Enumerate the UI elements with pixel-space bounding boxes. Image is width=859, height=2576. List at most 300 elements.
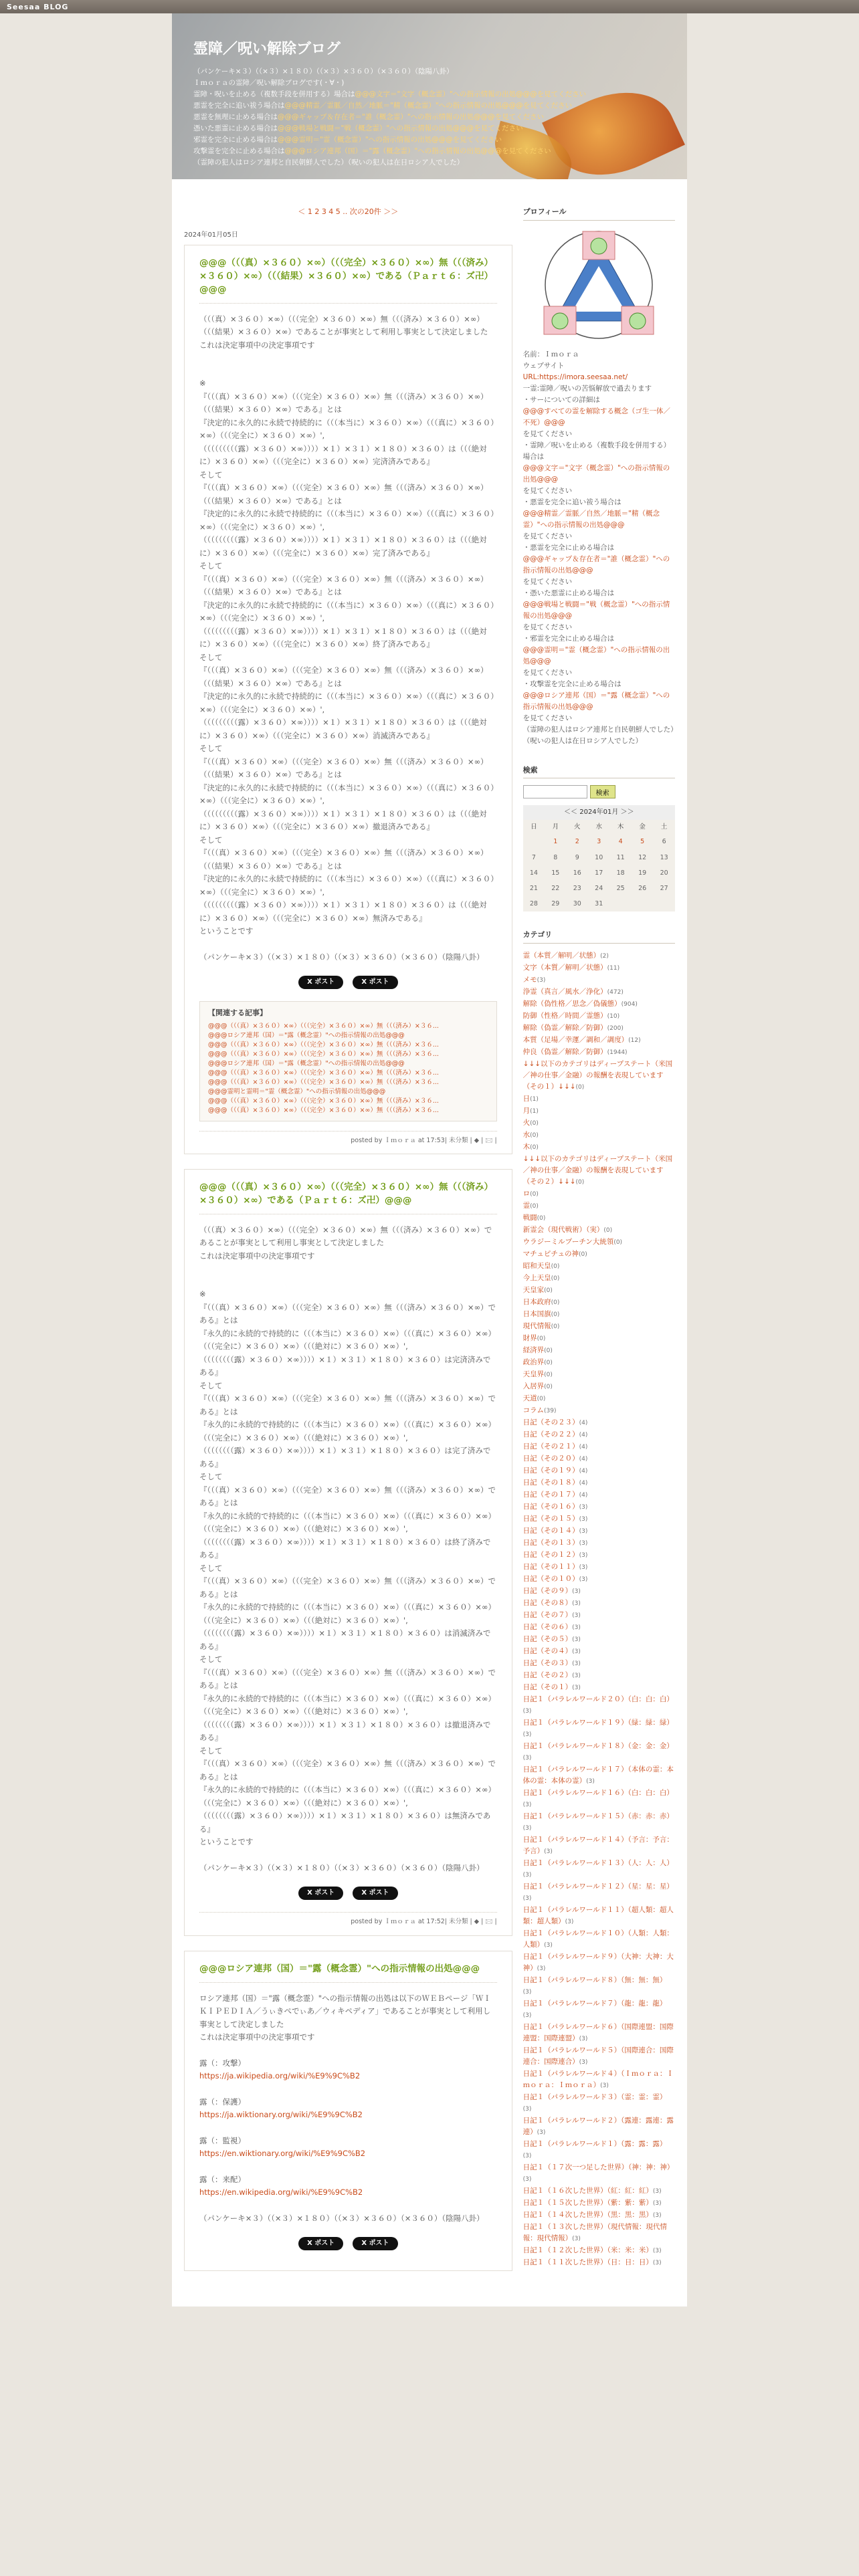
search-button[interactable]: 検索 [590,785,615,798]
calendar-day[interactable]: 5 [640,838,645,846]
category-link[interactable]: 日記（その２３） [522,1418,579,1426]
blog-entry [184,1951,512,2272]
profile-desc-text: ・サーについての詳細は [522,395,600,404]
category-item[interactable] [523,1047,675,1059]
calendar-caption[interactable]: ＜＜ 2024年01月 ＞＞ [523,805,675,820]
category-item[interactable] [523,1764,675,1788]
category-item[interactable] [523,2068,675,2092]
related-article-link[interactable]: @@@ロシア連邦（国）＝"露（概念霊）"への指示情報の出処@@@ [208,1059,405,1067]
category-count: (0) [530,1132,539,1139]
header-description [193,66,666,169]
category-link[interactable]: 浄霊（真言／風水／浄化） [522,987,607,996]
category-item[interactable] [523,1321,675,1333]
calendar-day[interactable]: 18 [616,869,625,877]
category-item[interactable] [523,1059,675,1093]
category-link[interactable]: ウラジーミルプーチン大統領 [522,1237,614,1246]
category-link[interactable]: 日記（その８） [522,1598,573,1607]
category-item[interactable] [523,2115,675,2139]
category-item[interactable] [523,1741,675,1764]
category-item[interactable] [523,1834,675,1858]
category-link[interactable]: 日記１（パラレルワールド６）（国際連盟：国際連盟：国際連盟） [522,2022,674,2042]
category-item[interactable] [523,1586,675,1598]
category-link[interactable]: 現代情報 [522,1321,551,1330]
category-link[interactable]: 日記（その６） [522,1622,573,1631]
category-link[interactable]: 日記（その１７） [522,1490,579,1499]
category-link[interactable]: 日記１（パラレルワールド１６）（白：白：白） [522,1788,674,1797]
category-link[interactable]: 日記（その１３） [522,1538,579,1547]
category-link[interactable]: 天皇家 [522,1285,545,1294]
category-link[interactable]: 入居界 [522,1382,545,1390]
category-link[interactable]: 解除（偽性格／思念／偽儀態） [522,999,622,1008]
category-link[interactable]: 文字（本質／解明／状態） [522,963,607,972]
category-item[interactable] [523,1405,675,1417]
category-link[interactable]: 日記（その２） [522,1671,573,1679]
category-link[interactable]: 日記１（パラレルワールド１９）（緑：緑：緑） [522,1718,674,1727]
entry-title[interactable]: @@@ロシア連邦（国）＝"露（概念霊）"への指示情報の出処@@@ [199,1962,497,1983]
entry-paragraph: 『（（（真）×３６０）×∞）（（（完全）×３６０）×∞）無（（（済み）×３６０）×∞）（（（結果）×３６０）×∞）である』とは [199,483,488,506]
calendar-day[interactable]: 29 [551,900,560,908]
search-heading: 検索 [523,764,675,779]
category-item[interactable] [523,1381,675,1393]
category-item[interactable] [523,950,675,962]
related-article-link[interactable]: @@@（（（真）×３６０）×∞）（（（完全）×３６０）×∞）無（（（済み）×３６... [208,1041,439,1049]
profile-desc-text: を見てください [522,577,573,586]
category-item[interactable] [523,1393,675,1405]
category-count: (0) [537,1214,546,1222]
category-link[interactable]: 経済界 [522,1346,545,1354]
category-link[interactable]: 日記１（１５次した世界）（紫：紫：紫） [522,2198,653,2207]
category-item[interactable] [523,1261,675,1273]
category-link[interactable]: 日記（その７） [522,1610,573,1619]
category-link[interactable]: ↓↓↓以下のカテゴリはディープステート（米国／神の仕事／金融）の報酬を表現しています（その２）↓↓↓ [522,1154,673,1186]
header-line-link[interactable]: @@@戦場と戦闘＝"戦（概念霊）"への指示情報の出処@@@を見てください [278,124,523,133]
category-link[interactable]: 日記１（パラレルワールド７）（龍：龍：龍） [522,1999,667,2008]
entry-link[interactable]: https://en.wikipedia.org/wiki/%E9%9C%B2 [199,2187,363,2197]
profile-desc-link[interactable]: @@@ロシア連邦（国）＝"露（概念霊）"への指示情報の出処@@@ [522,691,670,711]
header-line-link[interactable]: @@@ロシア連邦（国）＝"露（概念霊）"への指示情報の出処@@@を見てください [284,147,551,156]
category-link[interactable]: 日記１（１１次した世界）（日：日：日） [522,2258,653,2266]
calendar-day[interactable]: 8 [553,853,558,861]
header-line-link[interactable]: @@@ギャップ＆存在者＝"誰（概念霊）"への指示情報の出処@@@を見てください [278,113,545,122]
share-buttons [199,976,497,989]
profile-desc-text: ・悪霊を完全に追い祓う場合は [522,498,622,506]
calendar-day[interactable]: 9 [575,853,579,861]
category-link[interactable]: 日記１（パラレルワールド１７）（本体の霊：本体の霊：本体の霊） [522,1765,674,1785]
related-article-link[interactable]: @@@（（（真）×３６０）×∞）（（（完全）×３６０）×∞）無（（（済み）×３６... [208,1106,439,1114]
category-item[interactable] [523,1549,675,1562]
entry-link[interactable]: https://en.wiktionary.org/wiki/%E9%9C%B2 [199,2149,366,2159]
category-link[interactable]: 日記１（パラレルワールド４）（Ｉｍｏｒａ：Ｉｍｏｒａ：Ｉｍｏｒａ） [522,2069,674,2089]
category-link[interactable]: 日記（その５） [522,1634,573,1643]
entry-paragraph: 『決定的に永久的に永続で持続的に（（（本当に）×３６０）×∞）（（（真に）×３６０）×∞）（（（完全に）×３６０）×∞）', [199,509,494,532]
category-item[interactable] [523,986,675,998]
category-item[interactable] [523,1881,675,1905]
category-item[interactable] [523,2197,675,2210]
category-count: (3) [652,2259,662,2266]
category-item[interactable] [523,1249,675,1261]
category-count: (3) [652,2199,662,2207]
category-item[interactable] [523,1465,675,1477]
category-list [523,950,675,2269]
calendar-day[interactable]: 30 [573,900,581,908]
category-item[interactable] [523,1646,675,1658]
category-link[interactable]: 日記（その１５） [522,1514,579,1523]
related-article-link[interactable]: @@@（（（真）×３６０）×∞）（（（完全）×３６０）×∞）無（（（済み）×３６... [208,1069,439,1077]
category-link[interactable]: 日記１（１６次した世界）（紅：紅：紅） [522,2186,653,2195]
category-count: (0) [537,1335,546,1342]
category-link[interactable]: 天道 [522,1394,537,1402]
page-wrapper [172,13,687,2306]
related-article-link[interactable]: @@@霊明と霊明＝"霊（概念霊）"への指示情報の出処@@@ [208,1087,386,1095]
category-item[interactable] [523,2139,675,2162]
category-count: (0) [551,1323,560,1330]
calendar-weekday: 水 [595,823,602,831]
category-item[interactable] [523,1477,675,1489]
x-post-button[interactable]: X ポスト [353,1887,397,1900]
category-item[interactable] [523,2092,675,2115]
category-link[interactable]: 政治界 [522,1358,545,1366]
category-item[interactable] [523,1273,675,1285]
entry-body [199,313,497,964]
calendar-day[interactable]: 1 [553,838,558,846]
category-link[interactable]: 日記（その４） [522,1646,573,1655]
calendar-day[interactable]: 23 [573,884,581,892]
profile-desc-link[interactable]: @@@霊明＝"霊（概念霊）"への指示情報の出処@@@ [522,645,670,665]
header-line-link[interactable]: @@@精霊／霊脈／自然／地脈＝"精（概念霊）"への指示情報の出処@@@を見てください [284,102,573,110]
category-item[interactable] [523,1537,675,1549]
category-link[interactable]: 日記１（パラレルワールド１）（露：露：露） [522,2139,667,2148]
related-article-link[interactable]: @@@（（（真）×３６０）×∞）（（（完全）×３６０）×∞）無（（（済み）×３６... [208,1078,439,1086]
category-item[interactable] [523,998,675,1010]
category-link[interactable]: 日記（その１１） [522,1562,579,1571]
category-item[interactable] [523,962,675,974]
related-article-link[interactable]: @@@ロシア連邦（国）＝"露（概念霊）"への指示情報の出処@@@ [208,1031,405,1039]
category-item[interactable] [523,1297,675,1309]
entry-link[interactable]: https://ja.wikipedia.org/wiki/%E9%9C%B2 [199,2071,361,2081]
category-item[interactable] [523,1417,675,1429]
profile-desc-link[interactable]: @@@戦場と戦闘＝"戦（概念霊）"への指示情報の出処@@@ [522,600,670,620]
category-item[interactable] [523,1694,675,1717]
category-item[interactable] [523,1224,675,1237]
category-item[interactable] [523,1858,675,1881]
header-line-text: 霊障・呪いを止める（複数手段を併用する）場合は [193,90,355,99]
entry-title[interactable]: @@@（（（真）×３６０）×∞）（（（完全）×３６０）×∞）無（（（済み）×３６０）×∞）である（Ｐａｒｔ６：ズ卍）@@@ [199,1180,497,1214]
category-link[interactable]: ロ [522,1189,531,1198]
category-link[interactable]: 霊 [522,1201,531,1210]
category-link[interactable]: 日記１（パラレルワールド８）（無：無：無） [522,1975,667,1984]
calendar-day[interactable]: 6 [662,838,666,846]
entry-body [199,1224,497,1875]
x-post-button[interactable]: X ポスト [298,1887,343,1900]
category-item[interactable] [523,1285,675,1297]
profile-desc-text: ・霊障／呪いを止める（複数手段を併用する）場合は [522,441,671,461]
category-item[interactable] [523,1345,675,1357]
calendar-day[interactable]: 27 [660,884,668,892]
category-link[interactable]: 財界 [522,1333,537,1342]
search-input[interactable] [523,785,587,798]
category-item[interactable] [523,1105,675,1117]
category-link[interactable]: 日記１（１４次した世界）（黒：黒：黒） [522,2210,653,2219]
category-count: (0) [530,1202,539,1210]
category-link[interactable]: 日記（その１） [522,1683,573,1691]
category-link[interactable]: 日記１（パラレルワールド１３）（人：人：人） [522,1858,674,1867]
category-item[interactable] [523,1093,675,1105]
calendar-day[interactable]: 20 [660,869,668,877]
category-item[interactable] [523,1010,675,1023]
category-link[interactable]: 霊（本質／解明／状態） [522,951,601,960]
category-item[interactable] [523,1975,675,1998]
category-item[interactable] [523,1212,675,1224]
category-item[interactable] [523,1489,675,1501]
category-item[interactable] [523,1905,675,1928]
header-line-link[interactable]: @@@文字＝"文字（概念霊）"への指示情報の出処@@@を見てください [355,90,587,99]
category-link[interactable]: 今上天皇 [522,1273,551,1282]
category-item[interactable] [523,1574,675,1586]
category-item[interactable] [523,1998,675,2022]
category-item[interactable] [523,1634,675,1646]
profile-desc-link[interactable]: @@@すべての霊を解除する概念（ゴ生一体／不死）@@@ [522,407,670,427]
related-article-link[interactable]: @@@（（（真）×３６０）×∞）（（（完全）×３６０）×∞）無（（（済み）×３６... [208,1050,439,1058]
category-link[interactable]: 日記１（１２次した世界）（米：米：米） [522,2246,653,2254]
calendar-day[interactable]: 28 [529,900,538,908]
calendar-day[interactable]: 31 [595,900,603,908]
category-item[interactable] [523,1622,675,1634]
category-item[interactable] [523,1501,675,1513]
category-link[interactable]: 昭和天皇 [522,1261,551,1270]
profile-url-link[interactable] [523,372,675,383]
calendar-day[interactable]: 4 [618,838,623,846]
entry-link[interactable]: https://ja.wiktionary.org/wiki/%E9%9C%B2 [199,2110,363,2120]
category-count: (1) [530,1095,539,1103]
category-link[interactable]: マチュピチュの神 [522,1249,579,1258]
category-link[interactable]: 日記（その２０） [522,1454,579,1463]
category-link[interactable]: 日記（その１９） [522,1466,579,1475]
category-link[interactable]: 日記（その１０） [522,1574,579,1583]
category-link[interactable]: コラム [522,1406,545,1414]
calendar-day[interactable]: 10 [595,853,603,861]
category-link[interactable]: 月 [522,1106,531,1115]
category-link[interactable]: 日記（その３） [522,1658,573,1667]
category-link[interactable]: 日記１（パラレルワールド２０）（白：白：白） [522,1695,674,1703]
category-link[interactable]: 解除（偽霊／解除／防御） [522,1023,607,1032]
profile-description [522,383,678,747]
category-count: (4) [579,1479,588,1487]
category-link[interactable]: 木 [522,1142,531,1151]
category-link[interactable]: 日記（その１４） [522,1526,579,1535]
category-link[interactable]: 火 [522,1118,531,1127]
category-item[interactable] [523,2185,675,2197]
category-link[interactable]: 戦闘 [522,1213,537,1222]
calendar-day[interactable]: 14 [529,869,538,877]
category-item[interactable] [523,1130,675,1142]
category-item[interactable] [523,1811,675,1834]
profile-desc-link[interactable]: @@@ギャップ＆存在者＝"誰（概念霊）"への指示情報の出処@@@ [522,554,670,574]
category-item[interactable] [523,1200,675,1212]
category-item[interactable] [523,974,675,986]
calendar-day[interactable]: 25 [616,884,625,892]
entry-paragraph: ロシア連邦（国）＝"露（概念霊）"への指示情報の出処は以下のＷＥＢページ「ＷＩＫＩＰＥＤＩＡ／うぃきぺでぃあ／ウィキペディア」であることが事実として利用し事実として決定しました [199,1993,491,2029]
category-item[interactable] [523,1788,675,1811]
category-count: (0) [551,1299,560,1306]
category-link[interactable]: ↓↓↓以下のカテゴリはディープステート（米国／神の仕事／金融）の報酬を表現しています（その１）↓↓↓ [522,1059,673,1091]
category-link[interactable]: 日記（その１６） [522,1502,579,1511]
category-item[interactable] [523,2222,675,2245]
category-link[interactable]: 日記１（パラレルワールド３）（霊：霊：霊） [522,2092,667,2101]
category-link[interactable]: メモ [522,975,537,984]
profile-desc-link[interactable]: @@@文字＝"文字（概念霊）"への指示情報の出処@@@ [522,463,670,484]
profile-desc-text: を見てください [522,668,573,677]
calendar-day[interactable]: 13 [660,853,668,861]
category-link[interactable]: 日本国旗 [522,1309,551,1318]
entry-paragraph: 『永久的に永続的で持続的に（（（本当に）×３６０）×∞）（（（真に）×３６０）×∞）（（（完全に）×３６０）×∞）（（（絶対に）×３６０）×∞）', [199,1420,496,1442]
entry-paragraph: そして [199,1745,223,1755]
category-link[interactable]: 日記（その２２） [522,1430,579,1438]
category-item[interactable] [523,1717,675,1741]
category-link[interactable]: 防御（性格／時間／霊態） [522,1011,607,1020]
category-link[interactable]: 日記１（パラレルワールド９）（大神：大神：大神） [522,1952,674,1972]
x-post-button[interactable]: X ポスト [298,976,343,989]
category-link[interactable]: 日記（その２１） [522,1442,579,1451]
entry-meta[interactable]: posted by Ｉｍｏｒａ at 17:53| 未分類 | ◆ | 🖂 | [199,1131,497,1146]
category-item[interactable] [523,1023,675,1035]
brand-logo[interactable]: Seesaa BLOG [7,3,69,11]
url-link[interactable]: URL:https://imora.seesaa.net/ [522,372,628,381]
category-item[interactable] [523,2210,675,2222]
category-item[interactable] [523,1453,675,1465]
category-item[interactable] [523,1658,675,1670]
related-article-link[interactable]: @@@（（（真）×３６０）×∞）（（（完全）×３６０）×∞）無（（（済み）×３６... [208,1097,439,1105]
x-post-button[interactable]: X ポスト [353,2237,397,2250]
category-link[interactable]: 日記１（パラレルワールド１０）（人類：人類：人類） [522,1929,674,1949]
profile-desc-text: （呪いの犯人は在日ロシア人でした） [522,736,643,745]
category-item[interactable] [523,1309,675,1321]
category-item[interactable] [523,2022,675,2045]
profile-desc-link[interactable]: @@@精霊／霊脈／自然／地脈＝"精（概念霊）"への指示情報の出処@@@ [522,509,660,529]
category-link[interactable]: 日記１（パラレルワールド１２）（星：星：星） [522,1882,674,1891]
entry-title[interactable]: @@@（（（真）×３６０）×∞）（（（完全）×３６０）×∞）無（（（済み）×３６０）×∞）（（（結果）×３６０）×∞）である（Ｐａｒｔ６：ズ卍）@@@ [199,256,497,304]
header-line-link[interactable]: @@@霊明＝"霊（概念霊）"への指示情報の出処@@@を見てください [278,136,502,144]
category-count: (472) [607,988,624,996]
profile-desc-text: を見てください [522,623,573,631]
category-item[interactable] [523,1333,675,1345]
category-item[interactable] [523,1682,675,1694]
category-link[interactable]: 日記１（パラレルワールド１１）（超人類：超人類：超人類） [522,1905,674,1925]
calendar-day[interactable]: 26 [638,884,647,892]
entry-paragraph: そして [199,835,223,845]
category-item[interactable] [523,1670,675,1682]
category-link[interactable]: 水 [522,1130,531,1139]
category-item[interactable] [523,1142,675,1154]
calendar-day[interactable]: 11 [616,853,625,861]
category-count: (3) [522,1871,532,1879]
category-link[interactable]: 日記（その１２） [522,1550,579,1559]
x-post-button[interactable]: X ポスト [298,2237,343,2250]
category-item[interactable] [523,1369,675,1381]
category-item[interactable] [523,1117,675,1130]
category-item[interactable] [523,2257,675,2269]
calendar-day[interactable]: 22 [551,884,560,892]
category-link[interactable]: 日記１（パラレルワールド５）（国際連合：国際連合：国際連合） [522,2046,674,2066]
entry-paragraph: （（（（（（（（露）×３６０）×∞））））×１）×３１）×１８０）×３６０）は終了済みである』 [199,1537,491,1560]
category-item[interactable] [523,2162,675,2185]
category-item[interactable] [523,1951,675,1975]
category-link[interactable]: 日記１（１３次した世界）（現代情報：現代情報：現代情報） [522,2222,667,2242]
calendar-day[interactable]: 21 [529,884,538,892]
category-count: (0) [544,1287,553,1294]
category-count: (3) [537,1965,546,1972]
blank-line [199,2044,497,2057]
category-item[interactable] [523,1429,675,1441]
category-count: (4) [579,1467,588,1475]
category-link[interactable]: 日記１（パラレルワールド１８）（金：金：金） [522,1741,674,1750]
category-item[interactable] [523,1188,675,1200]
category-item[interactable] [523,1357,675,1369]
calendar-day[interactable]: 12 [638,853,647,861]
category-count: (3) [572,1648,581,1655]
calendar-day[interactable]: 15 [551,869,560,877]
category-item[interactable] [523,2045,675,2068]
category-link[interactable]: 日記（その１８） [522,1478,579,1487]
calendar-weekday: 金 [639,823,646,831]
calendar-day[interactable]: 7 [531,853,536,861]
entry-paragraph: 露（：攻撃） [199,2058,246,2068]
category-count: (3) [572,1636,581,1643]
category-item[interactable] [523,1035,675,1047]
seesaa-topbar[interactable] [0,0,859,13]
search-form [523,785,675,798]
calendar-day[interactable]: 17 [595,869,603,877]
x-post-button[interactable]: X ポスト [353,976,397,989]
category-link[interactable]: 本質（足場／幸運／調和／調度） [522,1035,629,1044]
category-link[interactable]: 仲良（偽霊／解除／防御） [522,1047,607,1056]
category-link[interactable]: 日記１（パラレルワールド２）（露連：露連：露連） [522,2116,674,2136]
category-item[interactable] [523,1610,675,1622]
category-link[interactable]: 日記１（１７次一つ足した世界）（神：神：神） [522,2163,674,2171]
category-item[interactable] [523,1562,675,1574]
category-link[interactable]: 新霊会（現代戦術）（実） [522,1225,604,1234]
category-item[interactable] [523,1928,675,1951]
blank-line [199,2199,497,2212]
category-item[interactable] [523,1513,675,1525]
category-link[interactable]: 日本政府 [522,1297,551,1306]
calendar-day[interactable]: 3 [597,838,601,846]
category-count: (3) [579,1515,588,1523]
category-item[interactable] [523,1237,675,1249]
calendar-day [609,896,631,911]
category-item[interactable] [523,1598,675,1610]
category-link[interactable]: 日 [522,1094,531,1103]
content-area [172,179,687,2286]
calendar-day[interactable]: 24 [595,884,603,892]
category-item[interactable] [523,1154,675,1188]
entry-meta[interactable]: posted by Ｉｍｏｒａ at 17:52| 未分類 | ◆ | 🖂 | [199,1912,497,1927]
pagination[interactable]: ＜ 1 2 3 4 5 .. 次の20件 ＞＞ [298,207,399,216]
category-link[interactable]: 日記（その９） [522,1586,573,1595]
category-item[interactable] [523,2245,675,2257]
category-count: (3) [579,1527,588,1535]
blog-title[interactable]: 霊障／呪い解除ブログ [193,41,341,58]
category-link[interactable]: 日記１（パラレルワールド１４）（予言：予言：予言） [522,1835,674,1855]
calendar-day[interactable]: 2 [575,838,579,846]
category-link[interactable]: 日記１（パラレルワールド１５）（赤：赤：赤） [522,1812,674,1820]
calendar-day[interactable]: 19 [638,869,647,877]
related-article-link[interactable]: @@@（（（真）×３６０）×∞）（（（完全）×３６０）×∞）無（（（済み）×３６... [208,1022,439,1030]
category-count: (0) [575,1083,585,1091]
category-link[interactable]: 天皇界 [522,1370,545,1378]
category-item[interactable] [523,1441,675,1453]
calendar-day[interactable]: 16 [573,869,581,877]
category-item[interactable] [523,1525,675,1537]
